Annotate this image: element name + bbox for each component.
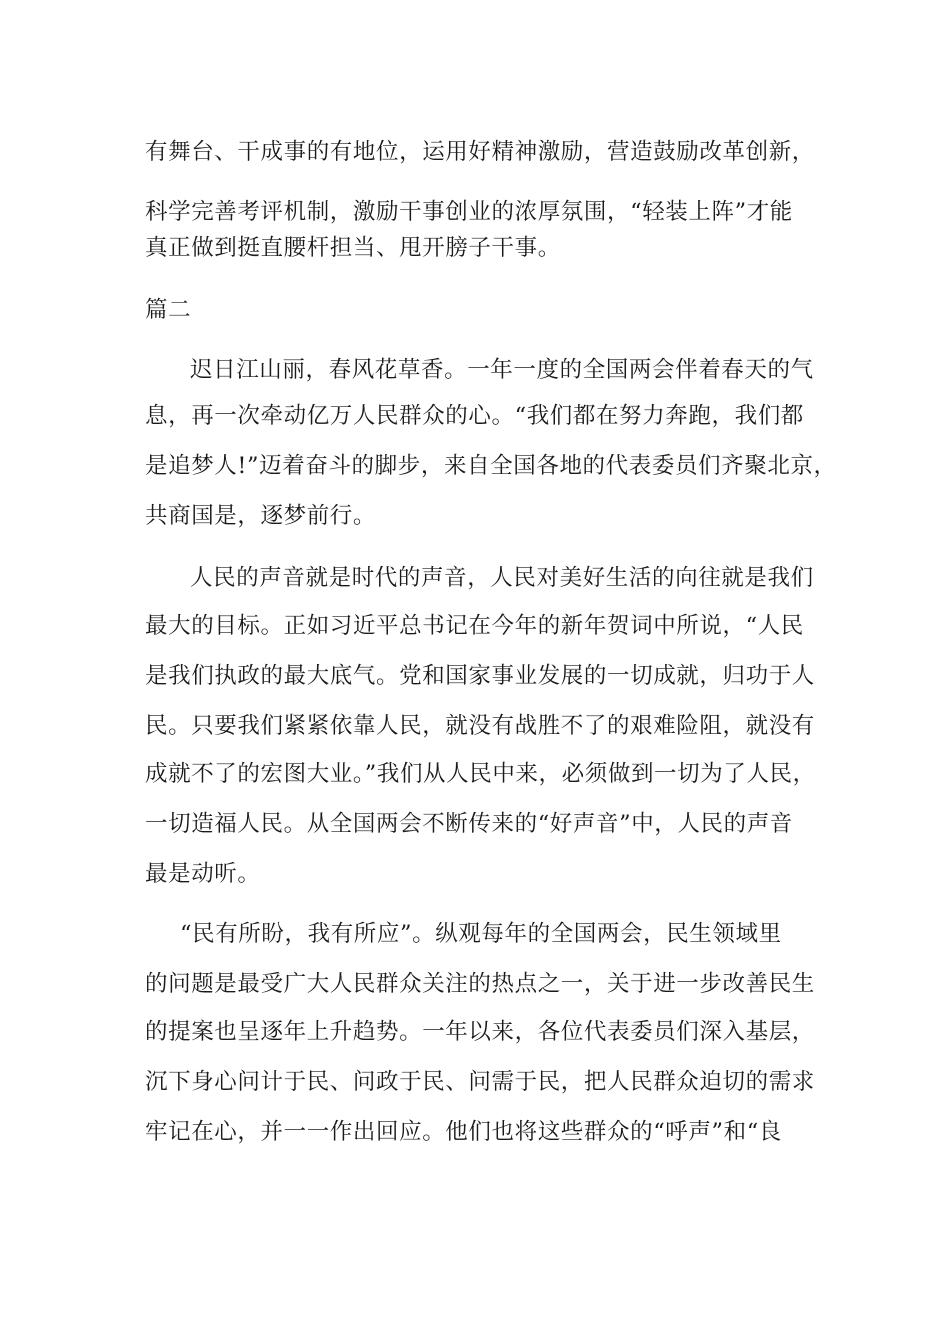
section-heading: 篇二 (145, 297, 192, 323)
text-line: 科学完善考评机制，激励干事创业的浓厚氛围，“轻装上阵”才能 (145, 199, 793, 225)
text-line: 共商国是，逐梦前行。 (145, 503, 377, 529)
text-line: 是追梦人!”迈着奋斗的脚步，来自全国各地的代表委员们齐聚北京， (145, 453, 837, 479)
text-line: 息，再一次牵动亿万人民群众的心。“我们都在努力奔跑，我们都 (145, 403, 804, 429)
text-line: “民有所盼，我有所应”。纵观每年的全国两会，民生领域里 (180, 921, 782, 947)
text-line: 民。只要我们紧紧依靠人民，就没有战胜不了的艰难险阻，就没有 (145, 713, 815, 739)
text-line: 沉下身心问计于民、问政于民、问需于民，把人民群众迫切的需求 (145, 1069, 815, 1095)
text-line: 人民的声音就是时代的声音，人民对美好生活的向往就是我们 (190, 565, 814, 591)
text-line: 最是动听。 (145, 861, 261, 887)
text-line: 是我们执政的最大底气。党和国家事业发展的一切成就，归功于人 (145, 663, 815, 689)
text-line: 有舞台、干成事的有地位，运用好精神激励，营造鼓励改革创新， (145, 139, 815, 165)
text-line: 牢记在心，并一一作出回应。他们也将这些群众的“呼声”和“良 (145, 1119, 782, 1145)
text-line: 迟日江山丽，春风花草香。一年一度的全国两会伴着春天的气 (190, 357, 814, 383)
text-line: 的问题是最受广大人民群众关注的热点之一，关于进一步改善民生 (145, 971, 815, 997)
text-line: 的提案也呈逐年上升趋势。一年以来，各位代表委员们深入基层， (145, 1019, 815, 1045)
text-line: 一切造福人民。从全国两会不断传来的“好声音”中，人民的声音 (145, 811, 793, 837)
text-line: 真正做到挺直腰杆担当、甩开膀子干事。 (145, 235, 561, 261)
text-line: 成就不了的宏图大业。”我们从人民中来，必须做到一切为了人民， (145, 761, 816, 787)
text-line: 最大的目标。正如习近平总书记在今年的新年贺词中所说，“人民 (145, 613, 804, 639)
